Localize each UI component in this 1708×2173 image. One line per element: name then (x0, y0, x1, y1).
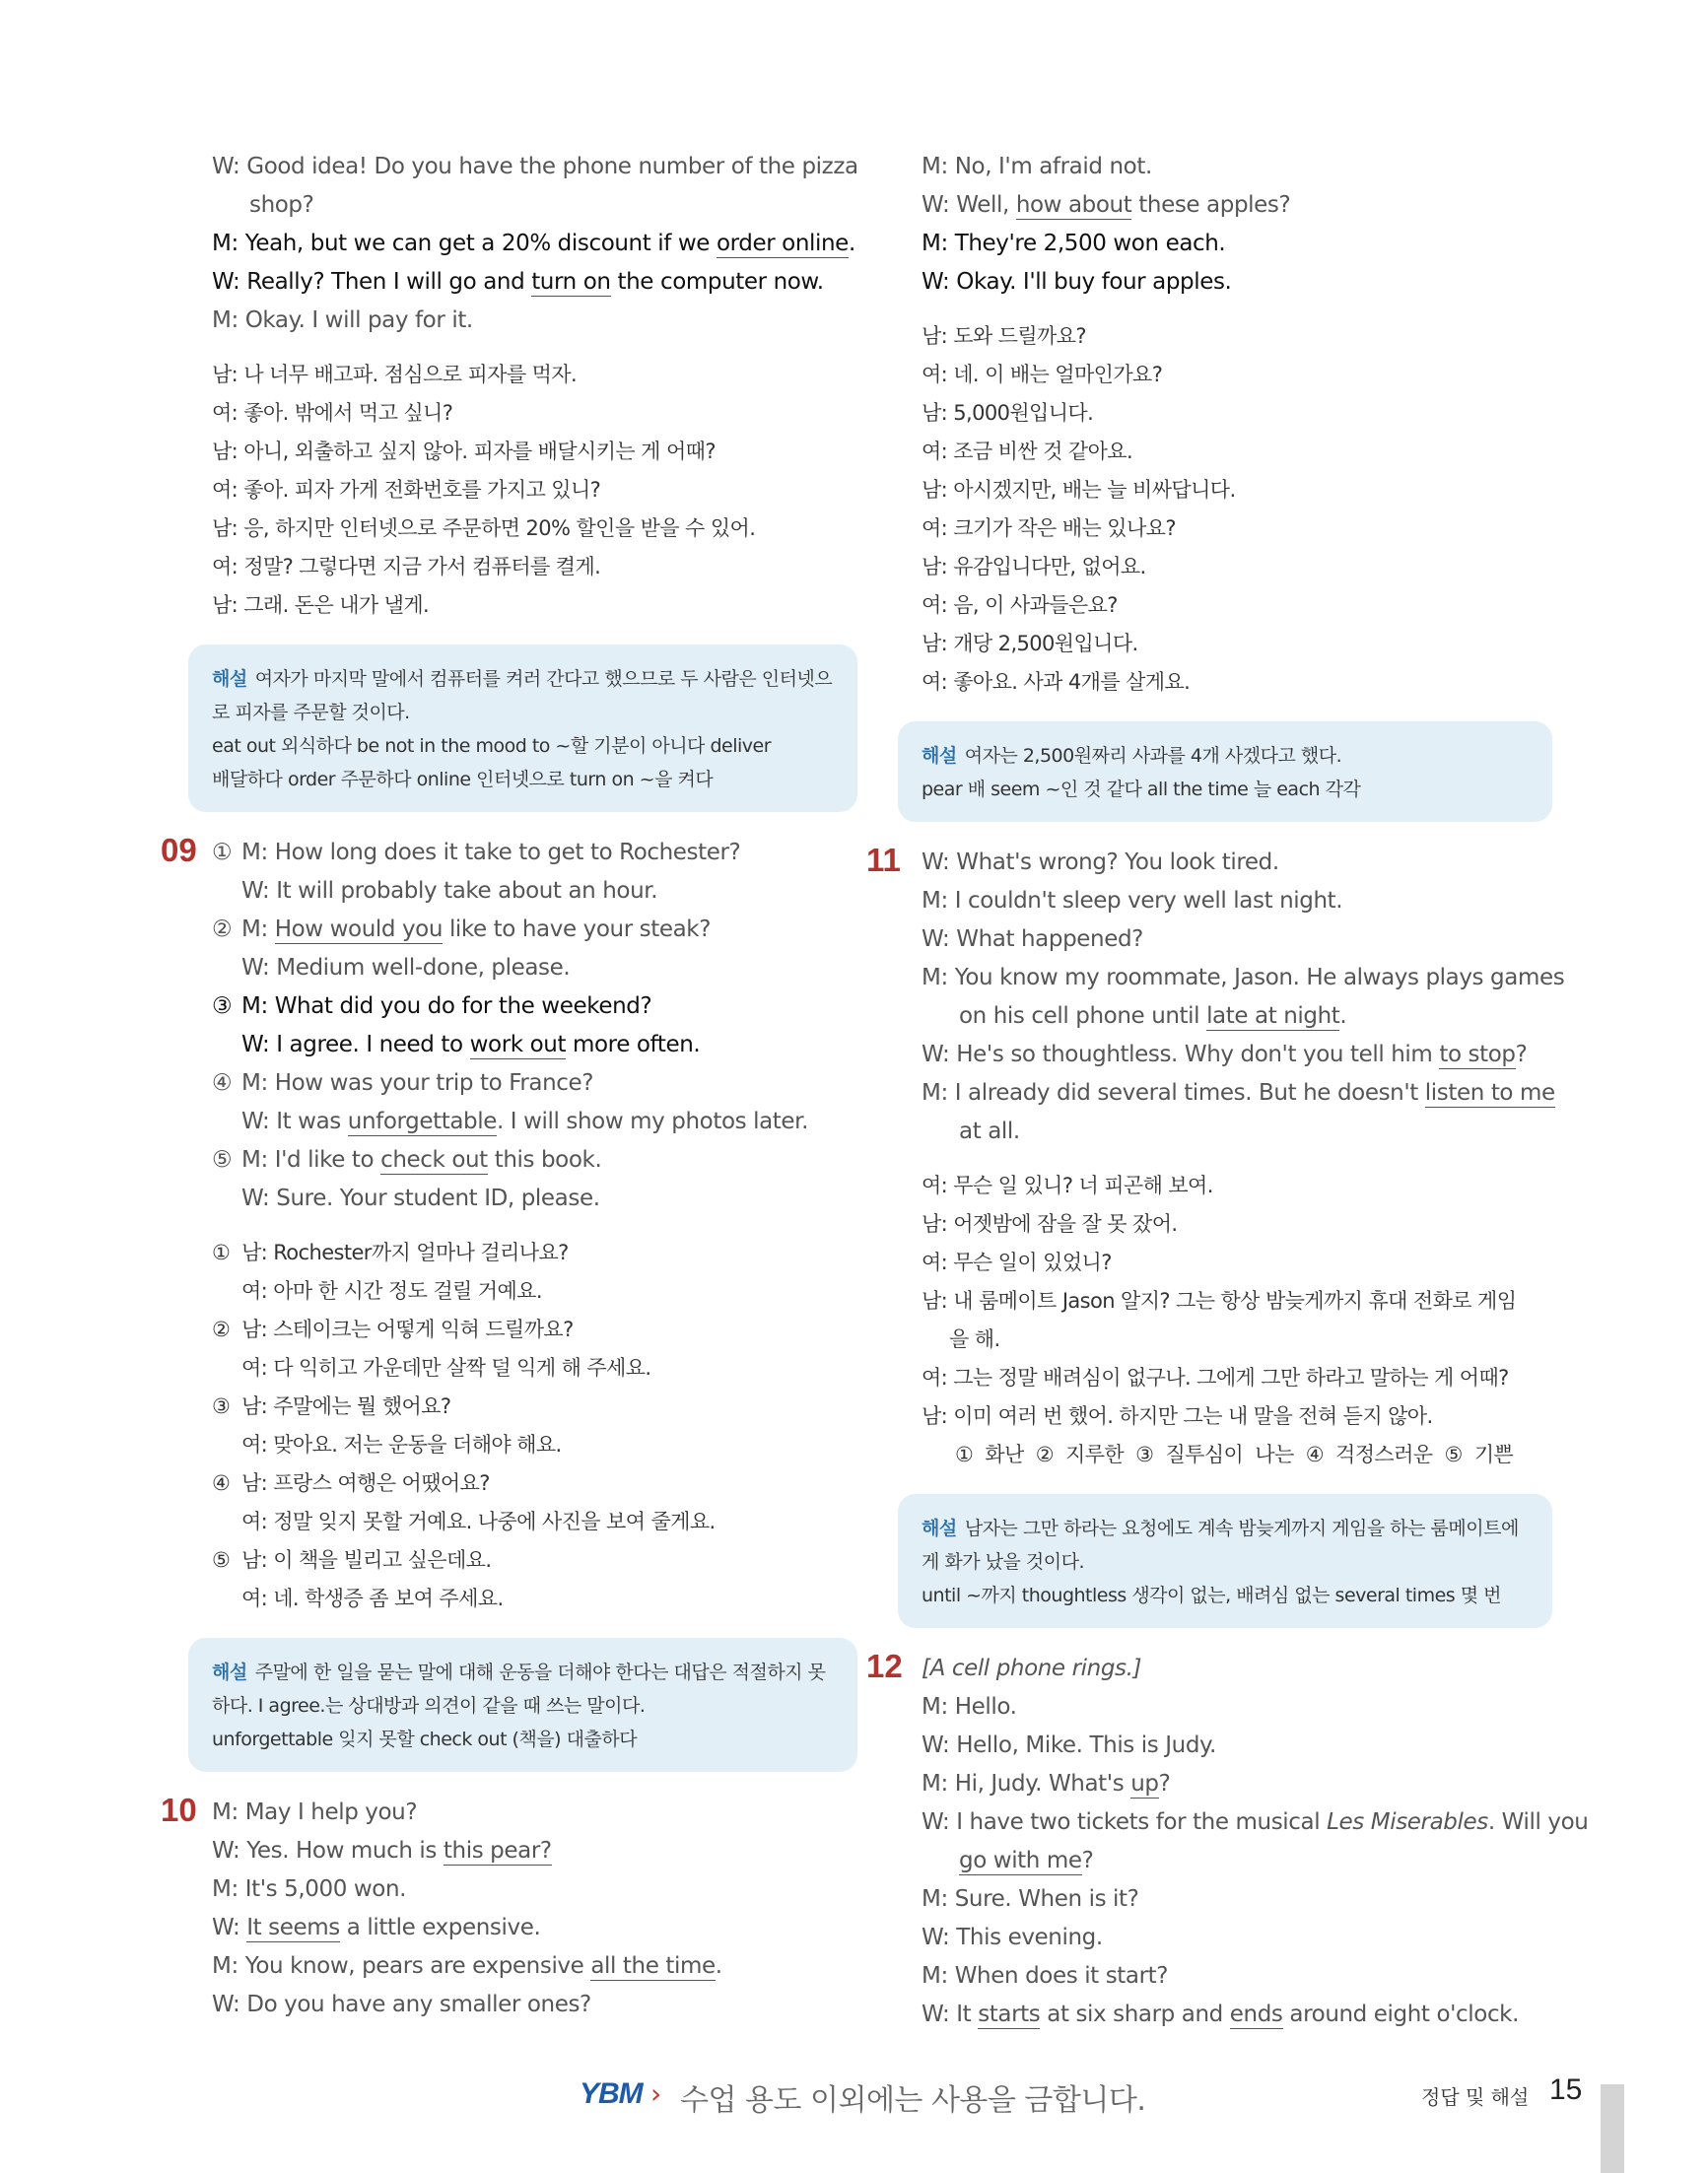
dialogue-text: Really? Then I will go and (246, 269, 532, 295)
vocabulary-list: unforgettable 잊지 못할 check out (책을) 대출하다 (212, 1729, 638, 1750)
speaker-label: W: (212, 154, 240, 179)
translation-line: 여: 음, 이 사과들은요? (922, 593, 1118, 617)
speaker-label: M: (922, 154, 948, 179)
speaker-label: W: (922, 849, 950, 875)
translation-line: 남: 개당 2,500원입니다. (922, 632, 1138, 655)
dialogue-line (212, 1870, 857, 1909)
dialogue-text: He's so thoughtless. Why don't you tell him (956, 1042, 1440, 1067)
dialogue-line (212, 263, 857, 302)
speaker-label: W: (922, 1809, 950, 1835)
translation-line: 남: 아시겠지만, 배는 늘 비싸답니다. (922, 478, 1236, 502)
explanation-box (898, 1494, 1552, 1628)
dialogue-text: Sure. When is it? (954, 1886, 1139, 1912)
dialogue-text: . Will you (1487, 1809, 1589, 1835)
translation-line: 남: 유감입니다만, 없어요. (922, 555, 1146, 578)
translation-line: 남: 나 너무 배고파. 점심으로 피자를 먹자. (212, 363, 578, 386)
translation-line (212, 1388, 857, 1426)
translation-line (212, 1464, 857, 1503)
page-edge-tab (1601, 2084, 1624, 2173)
dialogue-line (212, 148, 857, 186)
dialogue-line (212, 1909, 857, 1947)
blank-answer: all the time (590, 1953, 716, 1979)
question-number: 10 (161, 1792, 197, 1828)
translation-line: 여: 무슨 일 있니? 너 피곤해 보여. (922, 1174, 1213, 1197)
spacer (212, 1218, 857, 1234)
explanation-box (898, 721, 1552, 822)
dialogue-line (922, 1996, 1552, 2034)
translation-line: 남: 그래. 돈은 내가 낼게. (212, 593, 430, 617)
translation-line: 을 해. (949, 1327, 1000, 1351)
speaker-label: W: (922, 1732, 950, 1758)
dialogue-text: Medium well-done, please. (276, 955, 571, 981)
dialogue-text: Hi, Judy. What's (954, 1771, 1131, 1797)
dialogue-line (922, 1957, 1552, 1996)
translation-line: 남: 5,000원입니다. (922, 401, 1094, 425)
translation-line: 여: 조금 비싼 것 같아요. (922, 440, 1133, 463)
blank-answer: It seems (246, 1915, 340, 1940)
speaker-label: M: (212, 307, 239, 333)
speaker-label: M: (922, 1080, 948, 1106)
dialogue-text: the computer now. (610, 269, 824, 295)
dialogue-text: I agree. I need to (276, 1032, 470, 1057)
blank-answer: unforgettable (347, 1109, 497, 1134)
dialogue-text: How was your trip to France? (274, 1070, 594, 1096)
dialogue-text: It will probably take about an hour. (276, 878, 658, 904)
translation-line: 남: 이미 여러 번 했어. 하지만 그는 내 말을 전혀 듣지 않아. (922, 1404, 1433, 1428)
speaker-label: M: (212, 1876, 239, 1902)
translation-text: 남: 주말에는 뭘 했어요? (241, 1394, 451, 1418)
speaker-label: M: (241, 917, 268, 942)
translation-line (212, 1272, 857, 1311)
dialogue-line (922, 920, 1552, 959)
speaker-label: W: (212, 1992, 240, 2017)
dialogue-text: Hello. (954, 1694, 1017, 1720)
translation-line (212, 1541, 857, 1580)
blank-answer: listen to me (1424, 1080, 1555, 1106)
explanation-label: 해설 (212, 668, 247, 690)
question-number: 12 (866, 1648, 903, 1684)
blank-answer: ends (1229, 2002, 1283, 2027)
dialogue-text: Okay. I will pay for it. (244, 307, 473, 333)
dialogue-text: I'd like to (274, 1147, 381, 1173)
speaker-label: M: (922, 231, 948, 256)
blank-answer: how about (1015, 192, 1132, 218)
dialogue-text: . (848, 231, 855, 256)
speaker-label: W: (241, 1109, 270, 1134)
dialogue-line (212, 1832, 857, 1870)
dialogue-line (212, 225, 857, 263)
dialogue-text: What's wrong? You look tired. (956, 849, 1279, 875)
translation-line: 남: 어젯밤에 잠을 잘 못 잤어. (922, 1212, 1178, 1236)
page-footer (0, 2070, 1708, 2129)
dialogue-text: You know, pears are expensive (244, 1953, 591, 1979)
dialogue-text: What did you do for the weekend? (274, 993, 652, 1019)
dialogue-line (922, 844, 1552, 882)
question-block (866, 1648, 1589, 2034)
dialogue-text: It (956, 2002, 979, 2027)
speaker-label: M: (241, 1147, 268, 1173)
choice-number: ⑤ (212, 1548, 231, 1572)
explanation-body: 여자가 마지막 말에서 컴퓨터를 켜러 간다고 했으므로 두 사람은 인터넷으로 피자를 주문할 것이다. (212, 668, 833, 723)
choice-number: ③ (212, 993, 233, 1019)
stage-direction: [A cell phone rings.] (922, 1656, 1142, 1681)
dialogue-text: How long does it take to get to Rochester? (274, 840, 741, 865)
choice-number: ① (212, 840, 233, 865)
dialogue-text: Hello, Mike. This is Judy. (956, 1732, 1216, 1758)
dialogue-line (922, 1727, 1552, 1765)
speaker-label: M: (241, 993, 268, 1019)
speaker-label: W: (241, 1186, 270, 1211)
translation-line: 여: 좋아. 밖에서 먹고 싶니? (212, 401, 453, 425)
dialogue-text: Well, (956, 192, 1016, 218)
explanation-box (188, 645, 857, 812)
dialogue-line (212, 911, 857, 949)
blank-answer: this pear? (443, 1838, 552, 1864)
dialogue-line (922, 1113, 1552, 1151)
dialogue-text: May I help you? (244, 1800, 418, 1825)
dialogue-line (922, 1036, 1552, 1074)
dialogue-line (922, 1074, 1555, 1113)
dialogue-line (922, 263, 1552, 302)
dialogue-line (922, 997, 1552, 1036)
vocabulary-list: until ~까지 thoughtless 생각이 없는, 배려심 없는 several times 몇 번 (922, 1585, 1501, 1606)
dialogue-text: a little expensive. (339, 1915, 541, 1940)
blank-answer: up (1130, 1771, 1159, 1797)
spacer (212, 340, 857, 356)
speaker-label: W: (922, 192, 950, 218)
translation-line: 여: 좋아요. 사과 4개를 살게요. (922, 670, 1191, 694)
page-number: 15 (1549, 2073, 1583, 2106)
translation-line (212, 1311, 857, 1349)
translation-line: 여: 크기가 작은 배는 있나요? (922, 516, 1176, 540)
ybm-logo: YBM (580, 2077, 643, 2110)
question-block (866, 842, 1565, 1628)
translation-text: 여: 정말 잊지 못할 거예요. 나중에 사진을 보여 줄게요. (241, 1510, 716, 1533)
dialogue-text: You know my roommate, Jason. He always plays games (954, 965, 1565, 990)
blank-answer: to stop (1439, 1042, 1516, 1067)
translation-line: 여: 그는 정말 배려심이 없구나. 그에게 그만 하라고 말하는 게 어때? (922, 1366, 1509, 1390)
speaker-label: M: (922, 1963, 948, 1989)
explanation-body: 남자는 그만 하라는 요청에도 계속 밤늦게까지 게임을 하는 룸메이트에게 화가 났을 것이다. (922, 1518, 1519, 1573)
speaker-label: M: (212, 231, 239, 256)
explanation-text (212, 1656, 836, 1723)
dialogue-text: This evening. (956, 1925, 1103, 1950)
dialogue-line (922, 186, 1552, 225)
explanation-text (212, 662, 836, 729)
translation-line: 남: 응, 하지만 인터넷으로 주문하면 20% 할인을 받을 수 있어. (212, 516, 756, 540)
translation-line: 남: 도와 드릴까요? (922, 324, 1086, 348)
choice-number: ② (212, 917, 233, 942)
translation-line (212, 1503, 857, 1541)
dialogue-line (922, 148, 1552, 186)
speaker-label: W: (922, 926, 950, 952)
speaker-label: M: (922, 1886, 948, 1912)
speaker-label: M: (241, 840, 268, 865)
speaker-label: M: (922, 1771, 948, 1797)
translation-line (212, 1580, 857, 1618)
translation-text: 남: 이 책을 빌리고 싶은데요. (241, 1548, 492, 1572)
dialogue-text: this book. (487, 1147, 602, 1173)
section-label: 정답 및 해설 (1421, 2085, 1530, 2109)
dialogue-line (212, 1794, 857, 1832)
vocabulary-list: 배달하다 order 주문하다 online 인터넷으로 turn on ~을 켜다 (212, 769, 714, 790)
dialogue-text: What happened? (956, 926, 1143, 952)
dialogue-line (922, 1919, 1552, 1957)
speaker-label: M: (922, 965, 948, 990)
blank-answer: order online (716, 231, 849, 256)
dialogue-text: shop? (249, 192, 314, 218)
speaker-label: W: (212, 1838, 240, 1864)
translation-line: 여: 정말? 그렇다면 지금 가서 컴퓨터를 켤게. (212, 555, 601, 578)
dialogue-line (212, 1947, 857, 1986)
dialogue-line (212, 1180, 857, 1218)
explanation-body: 여자는 2,500원짜리 사과를 4개 사겠다고 했다. (964, 745, 1342, 767)
dialogue-line (922, 1880, 1552, 1919)
blank-answer: check out (380, 1147, 488, 1173)
speaker-label: W: (922, 1925, 950, 1950)
translation-line: 여: 무슨 일이 있었니? (922, 1251, 1112, 1274)
dialogue-line (922, 882, 1552, 920)
dialogue-text: . (715, 1953, 722, 1979)
dialogue-line (212, 987, 857, 1026)
dialogue-text: They're 2,500 won each. (954, 231, 1226, 256)
translation-text: 남: 스테이크는 어떻게 익혀 드릴까요? (241, 1318, 574, 1341)
dialogue-text: It was (276, 1109, 348, 1134)
dialogue-line (922, 1803, 1589, 1842)
title-text: Les Miserables (1327, 1809, 1488, 1835)
question-number: 09 (161, 832, 197, 868)
speaker-label: M: (922, 1694, 948, 1720)
speaker-label: M: (212, 1800, 239, 1825)
dialogue-text: Yeah, but we can get a 20% discount if we (244, 231, 717, 256)
left-column (161, 148, 858, 2024)
choice-number: ④ (212, 1471, 231, 1495)
explanation-label: 해설 (212, 1662, 247, 1683)
dialogue-text: ? (1158, 1771, 1171, 1797)
dialogue-text: on his cell phone until (959, 1003, 1207, 1029)
blank-answer: turn on (531, 269, 611, 295)
explanation-body: 주말에 한 일을 묻는 말에 대해 운동을 더해야 한다는 대답은 적절하지 못하다. I agree.는 상대방과 의견이 같을 때 쓰는 말이다. (212, 1662, 826, 1717)
dialogue-text: I couldn't sleep very well last night. (954, 888, 1343, 914)
dialogue-text: Good idea! Do you have the phone number of the pizza (246, 154, 858, 179)
translation-text: 여: 네. 학생증 좀 보여 주세요. (241, 1587, 504, 1610)
speaker-label: M: (212, 1953, 239, 1979)
dialogue-text: these apples? (1131, 192, 1291, 218)
choice-number: ② (212, 1318, 231, 1341)
dialogue-line (212, 1026, 857, 1064)
spacer (922, 302, 1552, 317)
speaker-label: W: (241, 878, 270, 904)
translation-text: 여: 맞아요. 저는 운동을 더해야 해요. (241, 1433, 562, 1457)
speaker-label: W: (922, 1042, 950, 1067)
dialogue-text: like to have your steak? (443, 917, 712, 942)
explanation-text (922, 739, 1531, 773)
dialogue-text: When does it start? (954, 1963, 1169, 1989)
dialogue-text: Do you have any smaller ones? (246, 1992, 591, 2017)
dialogue-text: at six sharp and (1040, 2002, 1230, 2027)
translation-text: 남: 프랑스 여행은 어땠어요? (241, 1471, 490, 1495)
explanation-text (922, 1512, 1531, 1579)
dialogue-line (212, 1103, 857, 1141)
dialogue-text: Yes. How much is (246, 1838, 444, 1864)
translation-text: 여: 다 익히고 가운데만 살짝 덜 익게 해 주세요. (241, 1356, 651, 1380)
speaker-label: M: (922, 888, 948, 914)
translation-text: 여: 아마 한 시간 정도 걸릴 거예요. (241, 1279, 542, 1303)
dialogue-text: I already did several times. But he doesn't (954, 1080, 1425, 1106)
explanation-box (188, 1638, 857, 1772)
dialogue-text: Sure. Your student ID, please. (276, 1186, 600, 1211)
blank-answer: work out (469, 1032, 567, 1057)
dialogue-text: at all. (959, 1119, 1020, 1144)
translation-line: 여: 좋아. 피자 가게 전화번호를 가지고 있니? (212, 478, 601, 502)
translation-line: ① 화난 ② 지루한 ③ 질투심이 나는 ④ 걱정스러운 ⑤ 기쁜 (955, 1443, 1514, 1466)
right-column (866, 148, 1589, 2034)
translation-line: 남: 내 룸메이트 Jason 알지? 그는 항상 밤늦게까지 휴대 전화로 게임 (922, 1289, 1517, 1313)
question-number: 11 (866, 842, 901, 878)
speaker-label: W: (212, 269, 240, 295)
dialogue-text: It's 5,000 won. (244, 1876, 407, 1902)
dialogue-line (922, 959, 1565, 997)
explanation-label: 해설 (922, 1518, 957, 1539)
dialogue-text: ? (1081, 1848, 1094, 1873)
blank-answer: go with me (959, 1848, 1082, 1873)
dialogue-line (212, 1064, 857, 1103)
blank-answer: starts (978, 2002, 1041, 2027)
dialogue-line (922, 1650, 1552, 1688)
translation-line (212, 1234, 857, 1272)
translation-line: 남: 아니, 외출하고 싶지 않아. 피자를 배달시키는 게 어때? (212, 440, 716, 463)
choice-number: ⑤ (212, 1147, 233, 1173)
dialogue-text: . I will show my photos later. (496, 1109, 809, 1134)
speaker-label: W: (241, 955, 270, 981)
question-block (161, 832, 857, 1772)
dialogue-text: . (1339, 1003, 1347, 1029)
translation-line (212, 1349, 857, 1388)
blank-answer: late at night (1206, 1003, 1340, 1029)
speaker-label: W: (922, 2002, 950, 2027)
vocabulary-list: eat out 외식하다 be not in the mood to ~할 기분이 아니다 deliver (212, 735, 772, 757)
chevron-right-icon: › (650, 2077, 662, 2110)
translation-text: 남: Rochester까지 얼마나 걸리나요? (241, 1241, 569, 1264)
dialogue-line (212, 834, 857, 872)
usage-warning: 수업 용도 이외에는 사용을 금합니다. (680, 2083, 1146, 2118)
dialogue-line (212, 872, 857, 911)
speaker-label: W: (241, 1032, 270, 1057)
dialogue-line (922, 1842, 1552, 1880)
dialogue-line (212, 302, 857, 340)
spacer (922, 1151, 1552, 1167)
choice-number: ③ (212, 1394, 231, 1418)
choice-number: ① (212, 1241, 231, 1264)
dialogue-line (212, 1141, 857, 1180)
dialogue-line (922, 1688, 1552, 1727)
dialogue-line (212, 186, 857, 225)
dialogue-line (922, 1765, 1552, 1803)
dialogue-text: more often. (566, 1032, 701, 1057)
blank-answer: How would you (274, 917, 444, 942)
dialogue-text: ? (1515, 1042, 1528, 1067)
dialogue-text: around eight o'clock. (1282, 2002, 1520, 2027)
choice-number: ④ (212, 1070, 233, 1096)
speaker-label: M: (241, 1070, 268, 1096)
dialogue-line (212, 949, 857, 987)
translation-line: 여: 네. 이 배는 얼마인가요? (922, 363, 1163, 386)
translation-line (212, 1426, 857, 1464)
dialogue-line (922, 225, 1552, 263)
explanation-label: 해설 (922, 745, 957, 767)
speaker-label: W: (922, 269, 950, 295)
vocabulary-list: pear 배 seem ~인 것 같다 all the time 늘 each 각각 (922, 779, 1361, 800)
dialogue-text: No, I'm afraid not. (954, 154, 1152, 179)
dialogue-text: Okay. I'll buy four apples. (956, 269, 1232, 295)
question-block (161, 1792, 857, 2024)
dialogue-text: I have two tickets for the musical (956, 1809, 1328, 1835)
dialogue-line (212, 1986, 857, 2024)
speaker-label: W: (212, 1915, 240, 1940)
